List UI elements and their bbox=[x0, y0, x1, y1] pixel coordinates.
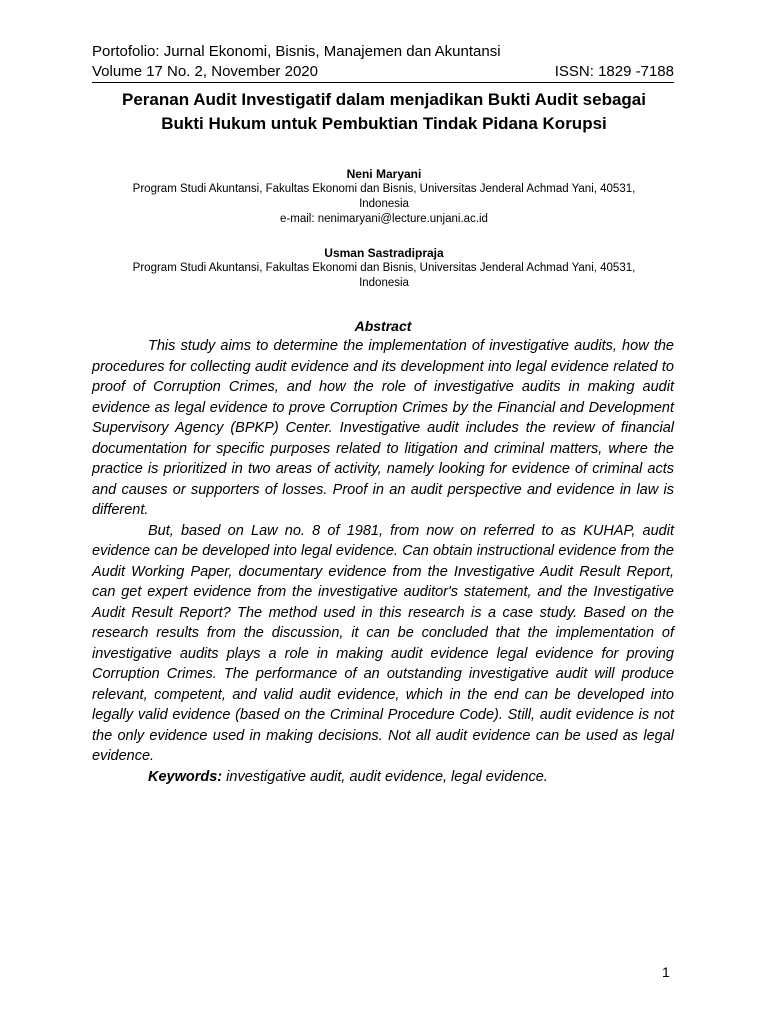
abstract-body bbox=[92, 336, 674, 787]
abstract-heading: Abstract bbox=[354, 318, 412, 334]
title-line-2: Bukti Hukum untuk Pembuktian Tindak Pidana Korupsi bbox=[161, 114, 607, 133]
journal-name: Portofolio: Jurnal Ekonomi, Bisnis, Manajemen dan Akuntansi bbox=[92, 43, 501, 60]
author-email: e-mail: nenimaryani@lecture.unjani.ac.id bbox=[280, 213, 488, 225]
author-name: Usman Sastradipraja bbox=[324, 246, 444, 260]
volume-info: Volume 17 No. 2, November 2020 bbox=[92, 63, 318, 80]
author-affiliation: Program Studi Akuntansi, Fakultas Ekonomi dan Bisnis, Universitas Jenderal Achmad Yani, 40531, bbox=[132, 183, 636, 195]
keywords bbox=[92, 767, 674, 788]
author-affiliation: Program Studi Akuntansi, Fakultas Ekonomi dan Bisnis, Universitas Jenderal Achmad Yani, 40531, bbox=[132, 262, 636, 274]
issn: ISSN: 1829 -7188 bbox=[554, 63, 674, 80]
author-affiliation-country: Indonesia bbox=[359, 277, 409, 289]
abstract-paragraph-2: But, based on Law no. 8 of 1981, from now on referred to as KUHAP, audit evidence can be developed into legal evidence. Can obtain instructional evidence from the Audit Working Paper, documentary evidence from the Investigative Audit Result Report, can get expert evidence from the investigative auditor's statement, and the Investigative Audit Result Report? The method used in this research is a case study. Based on the research results from the discussion, it can be concluded that the implementation of investigative audits plays a role in making audit evidence legal evidence for proving Corruption Crimes. The performance of an outstanding investigative audit will produce relevant, competent, and valid audit evidence, which in the end can be developed into legally valid evidence (based on the Criminal Procedure Code). Still, audit evidence is not the only evidence used in making decisions. Not all audit evidence can be used as legal evidence. bbox=[92, 522, 674, 764]
paper-title bbox=[60, 88, 708, 136]
author-name: Neni Maryani bbox=[346, 167, 422, 181]
title-line-1: Peranan Audit Investigatif dalam menjadikan Bukti Audit sebagai bbox=[122, 90, 646, 109]
page-number: 1 bbox=[662, 964, 670, 980]
keywords-label: Keywords: bbox=[148, 768, 223, 785]
volume-issn-row bbox=[92, 62, 674, 83]
author-affiliation-country: Indonesia bbox=[359, 198, 409, 210]
abstract-paragraph-1: This study aims to determine the implementation of investigative audits, how the procedures for collecting audit evidence and its development into legal evidence related to proof of Corruption Crimes, and how the role of investigative audits in making audit evidence as legal evidence to prove Corruption Crimes by the Financial and Development Supervisory Agency (BPKP) Center. Investigative audit includes the review of financial documentation for specific purposes related to litigation and criminal matters, where the practice is prioritized in two areas of activity, namely looking for evidence of criminal acts and causes or supporters of losses. Proof in an audit perspective and evidence in law is different. bbox=[92, 338, 674, 518]
keywords-list: investigative audit, audit evidence, legal evidence. bbox=[222, 768, 548, 785]
author-block-2 bbox=[80, 245, 688, 291]
author-block-1 bbox=[80, 166, 688, 227]
